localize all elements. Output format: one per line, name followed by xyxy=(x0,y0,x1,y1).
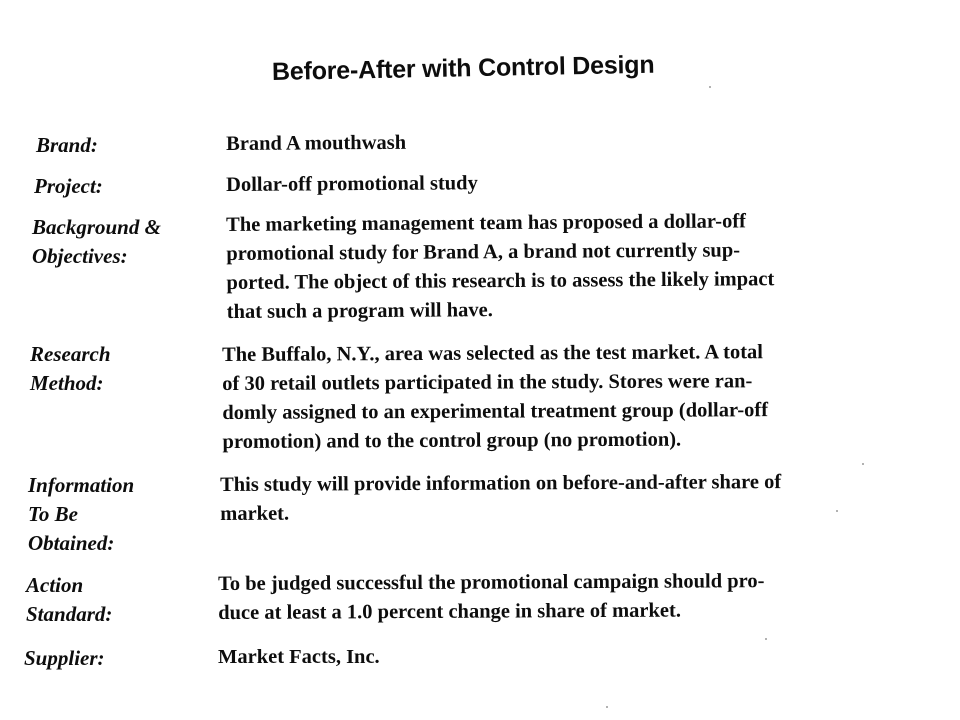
label-line: Project: xyxy=(34,174,103,198)
value-line: Market Facts, Inc. xyxy=(218,646,380,668)
value-line: promotional study for Brand A, a brand not currently sup- xyxy=(226,239,741,265)
scan-speck xyxy=(836,510,838,512)
label-line: Obtained: xyxy=(28,531,115,555)
value-line: Brand A mouthwash xyxy=(226,131,407,155)
field-label-background xyxy=(32,213,161,271)
field-value-supplier xyxy=(218,643,380,672)
label-line: Supplier: xyxy=(24,646,105,670)
value-line: duce at least a 1.0 percent change in share of market. xyxy=(218,599,681,624)
scan-speck xyxy=(606,706,608,708)
field-value-action-standard xyxy=(218,567,765,628)
scan-speck xyxy=(765,638,767,640)
value-line: domly assigned to an experimental treatment group (dollar-off xyxy=(222,399,769,424)
value-line: that such a program will have. xyxy=(226,299,493,323)
value-line: To be judged successful the promotional campaign should pro- xyxy=(218,570,765,595)
page-title: Before-After with Control Design xyxy=(271,50,655,86)
field-label-brand xyxy=(36,131,98,160)
label-line: Objectives: xyxy=(32,244,128,268)
label-line: Brand: xyxy=(36,133,98,157)
label-line: To Be xyxy=(28,502,78,526)
scan-speck xyxy=(709,86,711,88)
value-line: This study will provide information on before-and-after share of xyxy=(220,471,782,496)
field-value-information xyxy=(220,468,781,529)
value-line: market. xyxy=(220,502,290,525)
label-line: Information xyxy=(28,473,135,497)
label-line: Research xyxy=(30,342,111,366)
label-line: Background & xyxy=(32,215,161,239)
label-line: Standard: xyxy=(26,602,113,626)
value-line: promotion) and to the control group (no promotion). xyxy=(222,428,682,453)
field-label-research-method xyxy=(30,340,111,398)
field-value-brand xyxy=(226,129,406,159)
label-line: Action xyxy=(26,573,84,597)
field-value-research-method xyxy=(222,338,768,457)
value-line: ported. The object of this research is to assess the likely impact xyxy=(226,268,775,294)
value-line: The Buffalo, N.Y., area was selected as the test market. A total xyxy=(222,341,764,366)
scan-speck xyxy=(862,463,864,465)
field-value-background xyxy=(226,207,775,327)
field-label-action-standard xyxy=(26,571,112,629)
value-line: of 30 retail outlets participated in the study. Stores were ran- xyxy=(222,370,753,395)
value-line: Dollar-off promotional study xyxy=(226,172,478,196)
field-label-supplier xyxy=(24,644,105,673)
value-line: The marketing management team has proposed a dollar-off xyxy=(226,210,747,236)
field-label-information xyxy=(28,471,134,558)
field-value-project xyxy=(226,169,478,200)
field-label-project xyxy=(34,172,103,201)
label-line: Method: xyxy=(30,371,104,395)
